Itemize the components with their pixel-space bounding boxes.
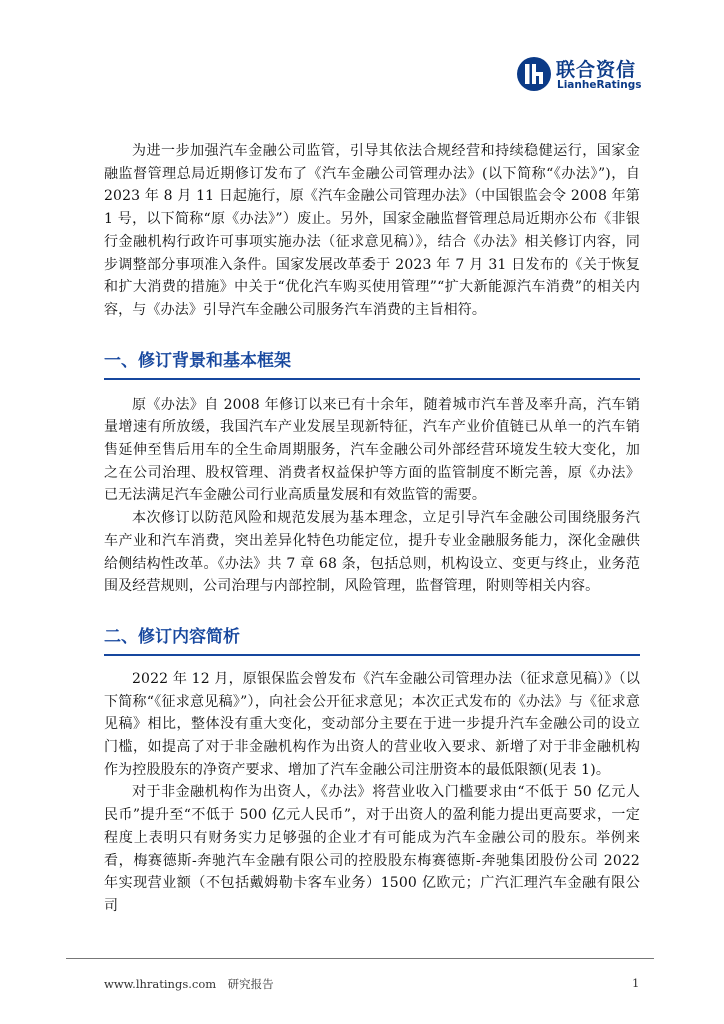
logo-chinese-name: 联合资信 bbox=[556, 59, 637, 81]
background-paragraph-1: 原《办法》自 2008 年修订以来已有十余年，随着城市汽车普及率升高，汽车销量增速有所放缓，我国汽车产业发展呈现新特征，汽车产业价值链已从单一的汽车销售延伸至售后用车的全生命周期服务，汽车金融公司外部经营环境发生较大变化，加之在公司治理、股权管理、消费者权益保护等方面的监管制度不断完善，原《办法》已无法满足汽车金融公司行业高质量发展和有效监管的需要。 bbox=[104, 396, 640, 504]
footer-divider bbox=[66, 958, 654, 959]
footer-site-label: www.lhratings.com 研究报告 bbox=[104, 977, 274, 991]
section-heading-background: 一、修订背景和基本框架 bbox=[104, 348, 640, 380]
intro-paragraph: 为进一步加强汽车金融公司监管，引导其依法合规经营和持续稳健运行，国家金融监督管理总局近期修订发布了《汽车金融公司管理办法》(以下简称“《办法》”)，自 2023 年 8 月 11 日起施行，原《汽车金融公司管理办法》（中国银监会令 2008 年第 1 号，以下简称“原《办法》”）废止。另外，国家金融监督管理总局近期亦公布《非银行金融机构行政许可事项实施办法（征求意见稿）》，结合《办法》相关修订内容，同步调整部分事项准入条件。国家发展改革委于 2023 年 7 月 31 日发布的《关于恢复和扩大消费的措施》中关于“优化汽车购买使用管理”“扩大新能源汽车消费”的相关内容，与《办法》引导汽车金融公司服务汽车消费的主旨相符。 bbox=[104, 143, 640, 318]
logo-english-name: LianheRatings bbox=[557, 79, 642, 91]
page-number: 1 bbox=[632, 976, 640, 990]
section-heading-analysis: 二、修订内容简析 bbox=[104, 624, 640, 656]
background-paragraph-2: 本次修订以防范风险和规范发展为基本理念，立足引导汽车金融公司围绕服务汽车产业和汽车消费，突出差异化特色功能定位，提升专业金融服务能力，深化金融供给侧结构性改革。《办法》共 7 章 68 条，包括总则，机构设立、变更与终止，业务范围及经营规则，公司治理与内部控制，风险管理，监督管理，附则等相关内容。 bbox=[104, 510, 640, 595]
analysis-paragraph-2: 对于非金融机构作为出资人，《办法》将营业收入门槛要求由“不低于 50 亿元人民币”提升至“不低于 500 亿元人民币”，对于出资人的盈利能力提出更高要求，一定程度上表明只有财务实力足够强的企业才有可能成为汽车金融公司的股东。举例来看，梅赛德斯-奔驰汽车金融有限公司的控股股东梅赛德斯-奔驰集团股份公司 2022 年实现营业额（不包括戴姆勒卡客车业务）1500 亿欧元；广汽汇理汽车金融有限公司 bbox=[104, 784, 640, 914]
lianhe-logo-icon bbox=[516, 56, 552, 92]
report-body bbox=[104, 140, 640, 918]
analysis-paragraph-1: 2022 年 12 月，原银保监会曾发布《汽车金融公司管理办法（征求意见稿）》（以下简称“《征求意见稿》”），向社会公开征求意见；本次正式发布的《办法》与《征求意见稿》相比，整体没有重大变化，变动部分主要在于进一步提升汽车金融公司的设立门槛，如提高了对于非金融机构作为出资人的营业收入要求、新增了对于非金融机构作为控股股东的净资产要求、增加了汽车金融公司注册资本的最低限额(见表 1)。 bbox=[104, 670, 640, 778]
company-logo bbox=[516, 54, 646, 94]
